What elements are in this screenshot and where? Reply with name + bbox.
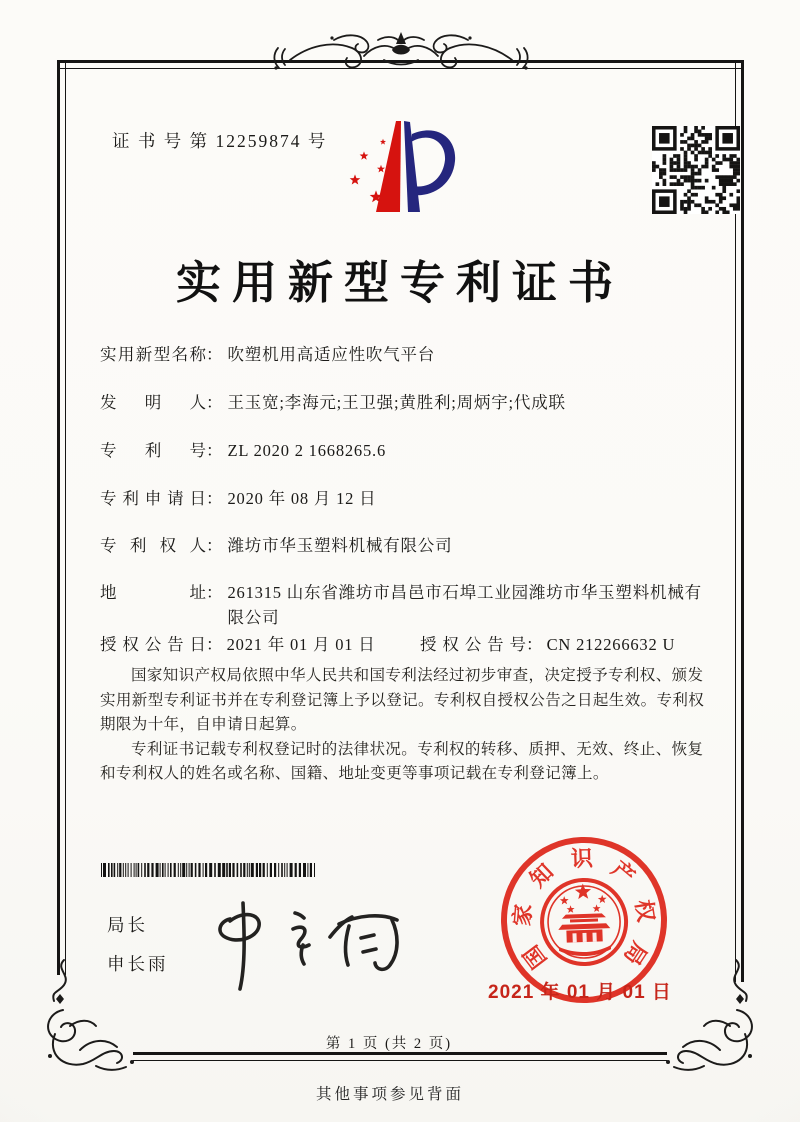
corner-flourish-bottom-left <box>36 958 140 1080</box>
signer-name: 申长雨 <box>107 954 169 974</box>
field-label: 授权公告号 <box>420 635 526 654</box>
seal-national-emblem <box>541 879 628 966</box>
barcode-bars <box>101 863 315 877</box>
frame-border-bottom <box>133 1052 667 1061</box>
field-row-patentee <box>100 533 716 558</box>
svg-text:家: 家 <box>509 903 537 927</box>
field-row-address <box>100 580 716 630</box>
legal-text <box>100 664 714 787</box>
qr-code <box>652 126 740 214</box>
field-label: 专利权人 <box>100 536 206 555</box>
field-label: 专利申请日 <box>100 489 206 508</box>
field-colon: ： <box>206 635 223 654</box>
grant-date-value: 2021 年 01 月 01 日 <box>226 635 376 654</box>
field-label: 专利号 <box>100 441 206 460</box>
svg-text:权: 权 <box>630 897 659 924</box>
legal-paragraph-1: 国家知识产权局依照中华人民共和国专利法经过初步审查，决定授予专利权、颁发实用新型专利证书并在专利登记簿上予以登记。专利权自授权公告之日起生效。专利权期限为十年，自申请日起算。 <box>100 667 705 733</box>
field-row-inventors <box>100 390 716 415</box>
page-indicator: 第 1 页 (共 2 页) <box>325 1036 453 1052</box>
field-value: 吹塑机用高适应性吹气平台 <box>227 345 436 364</box>
field-colon: ： <box>526 635 543 654</box>
top-ornament-flourish <box>272 26 530 74</box>
emblem-stars <box>559 883 607 914</box>
legal-paragraph-2: 专利证书记载专利权登记时的法律状况。专利权的转移、质押、无效、终止、恢复和专利权人的姓名或名称、国籍、地址变更等事项记载在专利登记簿上。 <box>100 740 704 782</box>
svg-text:产: 产 <box>606 856 640 890</box>
field-label: 地址 <box>100 583 206 602</box>
grant-date-pair <box>100 632 376 657</box>
seal-date: 2021 年 01 月 01 日 <box>488 982 672 1003</box>
svg-text:识: 识 <box>570 845 594 872</box>
field-colon: ： <box>206 441 223 460</box>
field-label: 发明人 <box>100 393 206 412</box>
grant-no-pair <box>420 632 675 657</box>
field-colon: ： <box>206 393 223 412</box>
certificate-number: 证 书 号 第 12259874 号 <box>112 131 328 151</box>
back-note: 其他事项参见背面 <box>315 1086 464 1103</box>
frame-border-left <box>57 60 66 975</box>
field-value: ZL 2020 2 1668265.6 <box>227 441 386 460</box>
field-row-patent-no <box>100 438 716 463</box>
barcode <box>100 862 320 878</box>
field-colon: ： <box>206 536 223 555</box>
field-colon: ： <box>206 583 223 602</box>
svg-text:知: 知 <box>524 858 559 893</box>
field-value: 王玉宽;李海元;王卫强;黄胜利;周炳宇;代成联 <box>227 393 566 412</box>
certificate-title: 实用新型专利证书 <box>175 258 624 308</box>
cnipa-logo <box>340 112 480 220</box>
field-value: 261315 山东省潍坊市昌邑市石埠工业园潍坊市华玉塑料机械有限公司 <box>227 583 702 627</box>
field-value: 潍坊市华玉塑料机械有限公司 <box>227 536 453 555</box>
svg-text:国: 国 <box>518 940 552 974</box>
signature-autograph <box>202 893 417 993</box>
field-colon: ： <box>206 345 223 364</box>
field-label: 授权公告日 <box>100 635 206 654</box>
field-value: 2020 年 08 月 12 日 <box>227 489 377 508</box>
field-colon: ： <box>206 489 223 508</box>
signer-role: 局长 <box>107 915 148 935</box>
field-label: 实用新型名称 <box>100 345 206 364</box>
svg-text:局: 局 <box>619 937 653 970</box>
field-row-name <box>100 342 716 367</box>
grant-no-value: CN 212266632 U <box>546 635 676 654</box>
field-row-filing-date <box>100 486 716 511</box>
